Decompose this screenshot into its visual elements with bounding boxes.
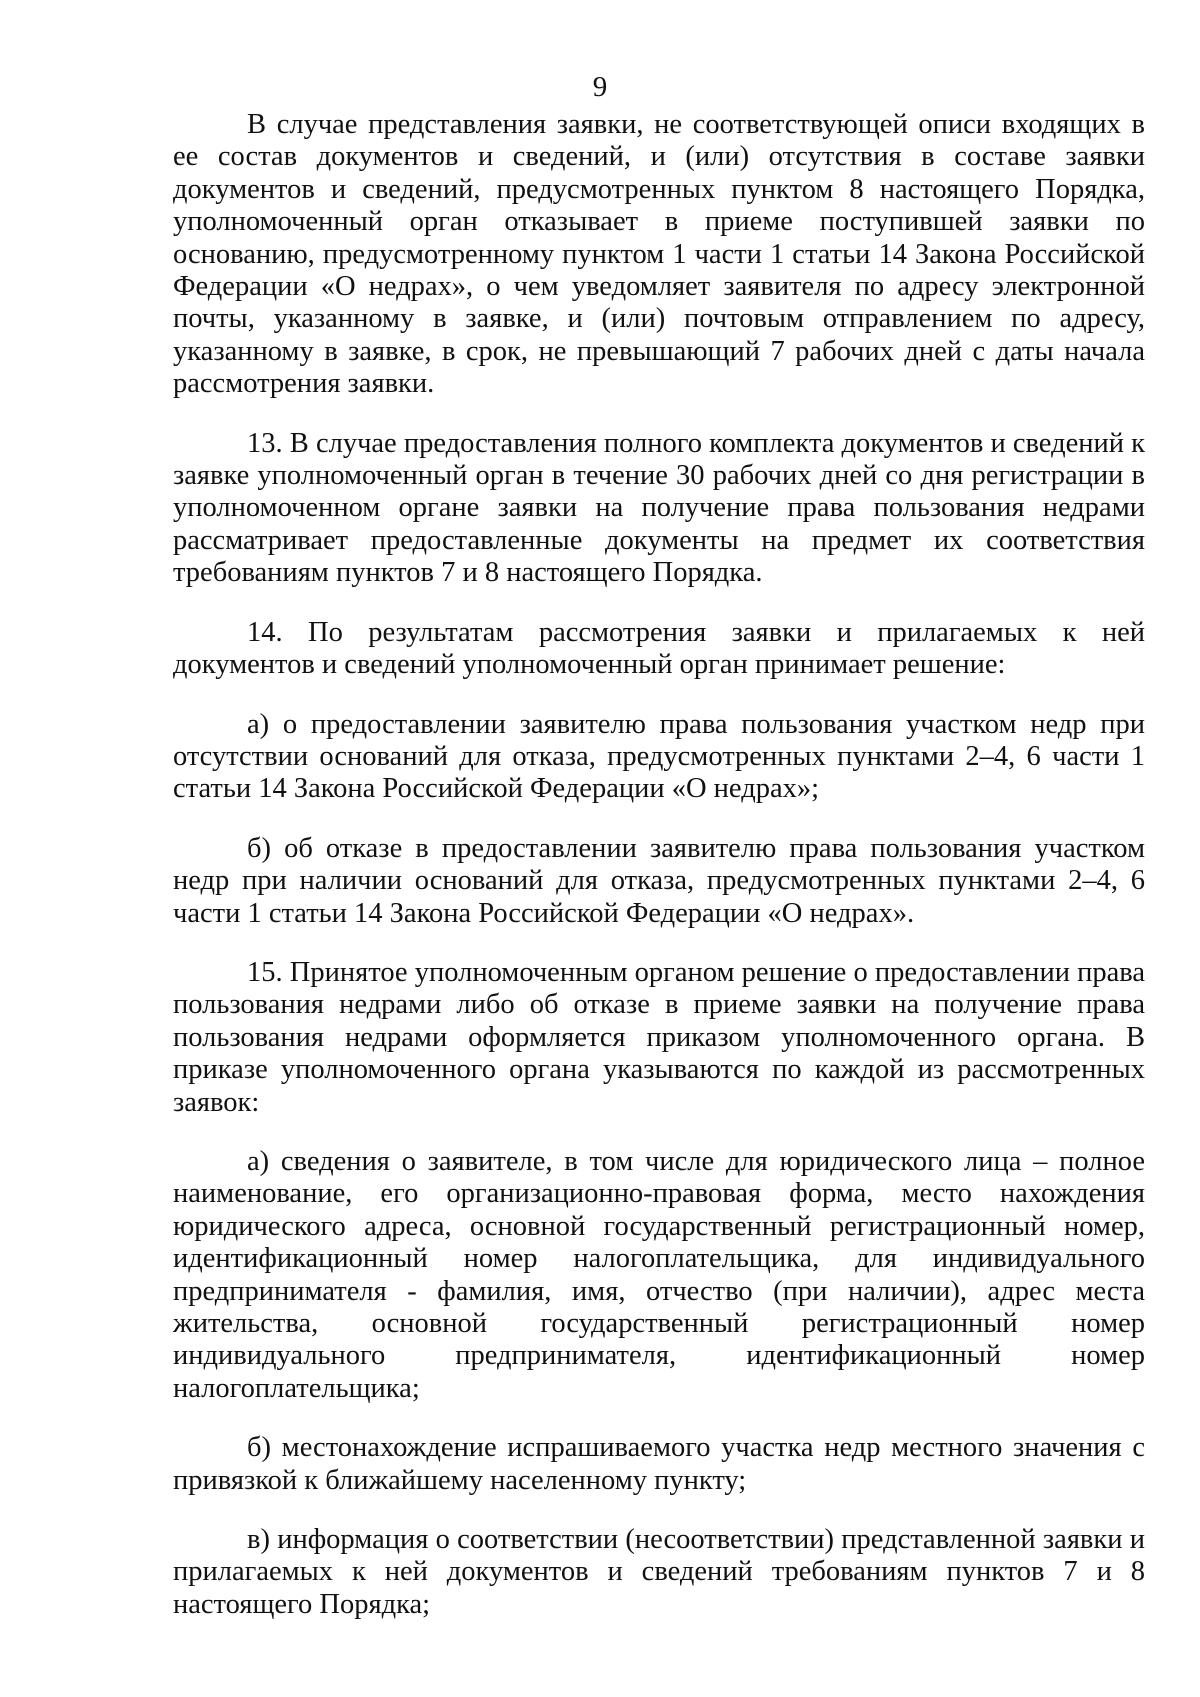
paragraph-refusal-notice: В случае представления заявки, не соответствующей описи входящих в ее состав документов и сведений, и (или) отсутствия в составе заявки документов и сведений, предусмотренных пунктом 8 настоящего Порядка, уполномоченный орган отказывает в приеме поступившей заявки по основанию, предусмотренному пунктом 1 части 1 статьи 14 Закона Российской Федерации «О недрах», о чем уведомляет заявителя по адресу электронной почты, указанному в заявке, и (или) почтовым отправлением по адресу, указанному в заявке, в срок, не превышающий 7 рабочих дней с даты начала рассмотрения заявки. bbox=[173, 109, 1145, 400]
document-body bbox=[173, 109, 1145, 1621]
paragraph-15-item-c: в) информация о соответствии (несоответствии) представленной заявки и прилагаемых к ней документов и сведений требованиям пунктов 7 и 8 настоящего Порядка; bbox=[173, 1524, 1145, 1620]
paragraph-14-item-a: а) о предоставлении заявителю права пользования участком недр при отсутствии оснований для отказа, предусмотренных пунктами 2–4, 6 части 1 статьи 14 Закона Российской Федерации «О недрах»; bbox=[173, 708, 1145, 805]
paragraph-14-decision: 14. По результатам рассмотрения заявки и прилагаемых к ней документов и сведений уполномоченный орган принимает решение: bbox=[173, 616, 1145, 681]
page-number: 9 bbox=[592, 71, 608, 103]
paragraph-15-order: 15. Принятое уполномоченным органом решение о предоставлении права пользования недрами либо об отказе в приеме заявки на получение права пользования недрами оформляется приказом уполномоченного органа. В приказе уполномоченного органа указываются по каждой из рассмотренных заявок: bbox=[173, 956, 1145, 1118]
paragraph-13-review: 13. В случае предоставления полного комплекта документов и сведений к заявке уполномоченный орган в течение 30 рабочих дней со дня регистрации в уполномоченном органе заявки на получение права пользования недрами рассматривает предоставленные документы на предмет их соответствия требованиям пунктов 7 и 8 настоящего Порядка. bbox=[173, 427, 1145, 589]
paragraph-15-item-b: б) местонахождение испрашиваемого участка недр местного значения с привязкой к ближайшему населенному пункту; bbox=[173, 1432, 1145, 1496]
paragraph-15-item-a: а) сведения о заявителе, в том числе для юридического лица – полное наименование, его организационно-правовая форма, место нахождения юридического адреса, основной государственный регистрационный номер, идентификационный номер налогоплательщика, для индивидуального предпринимателя - фамилия, имя, отчество (при наличии), адрес места жительства, основной государственный регистрационный номер индивидуального предпринимателя, идентификационный номер налогоплательщика; bbox=[173, 1145, 1145, 1404]
paragraph-14-item-b: б) об отказе в предоставлении заявителю права пользования участком недр при наличии оснований для отказа, предусмотренных пунктами 2–4, 6 части 1 статьи 14 Закона Российской Федерации «О недрах». bbox=[173, 832, 1145, 929]
